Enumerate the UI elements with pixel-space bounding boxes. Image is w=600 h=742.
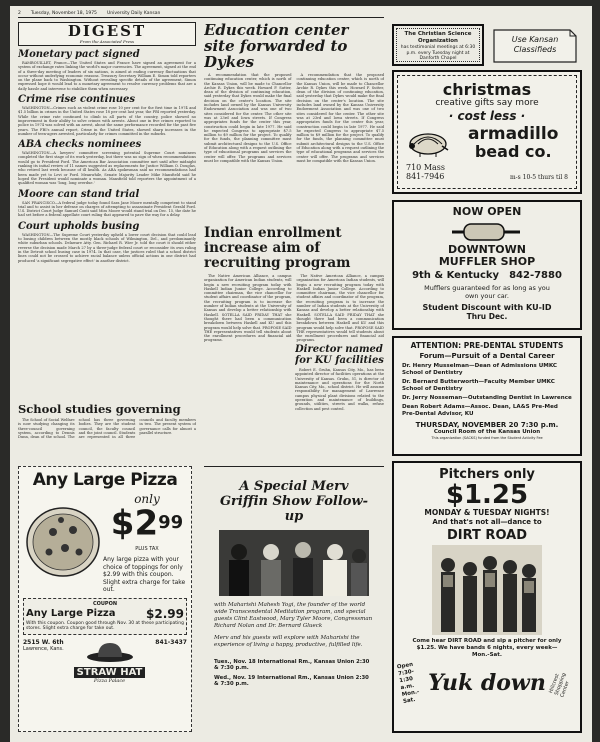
classifieds-ad [490, 26, 580, 66]
pitcher-tagline: And that's not all—dance to [432, 518, 542, 526]
digest-column [18, 22, 196, 402]
predental-speaker: Dr. Bernard Butterworth—Faculty Member UMKC School of Dentistry [402, 379, 555, 392]
armadillo-tagline: creative gifts say more [435, 98, 539, 108]
cs-text: has testimonial meetings at 6:30 p.m. every Tuesday night at Danforth Chapel [400, 45, 476, 61]
armadillo-ad [392, 70, 582, 194]
director-headline: Director named for KU facilities [295, 344, 384, 366]
indian-text: The Native American Alliance, a campus organization for American Indian students, will begin a new recruiting program today with Haskell Indian Junior College. According to committee chairman, the vice chancellor for student affairs and coordinator of the program, the recruiting program is to increase the number of Indian students at the University of Kansas and develop a better relationship with Haskell. SOTELLA SAID FRIDAY THAT she thought there had been a communication breakdown between Haskell and KU and this program would help solve that. PROPOSE SAID THE representatives would tell students about the enrollment procedures and financial aid programs. [204, 274, 292, 343]
muffler-discount-2: Thru Dec. [466, 312, 508, 321]
digest-story-text: WASHINGTON—A lawyers' committee screening potential Supreme Court nominees completed the first stage of its work yesterday, but there was no sign of when recommendations would go to President Ford. The American Bar Association committee met until after midnight ranking its initial review of 11 names suggested as replacements for Justice William O. Douglas, who retired last week because of ill health. As ABA spokesman said no recommendations had been made yet to Levi or Ford. Meanwhile, Senate Majority Leader Mike Mansfield said he hoped the President would nominate a woman. Mansfield told reporters the appointment of a qualified woman was 'long, long overdue.' [18, 151, 196, 186]
pizza-title: Any Large Pizza [32, 470, 178, 490]
pizza-coupon[interactable] [23, 598, 187, 635]
predental-speaker: Dr. Henry Musselman—Dean of Admissions UMKC School of Dentistry [402, 363, 558, 376]
page-number: 2 [18, 10, 21, 16]
school-study-text: The School of Social Welfare is now studying changing its three-council governing system, according to Dennis Dunn, dean of the school. The school has three governing bodies. They are the student council, the faculty council and the joint council. Students are represented in all three councils and faculty members in two. The present system of governance calls for almost a parallel structure. [18, 418, 196, 440]
classifieds-text: Use Kansan Classifieds [511, 35, 559, 54]
muffler-guarantee: Mufflers guaranteed for as long as you own your car. [424, 284, 550, 300]
predental-date: THURSDAY, NOVEMBER 20 7:30 p.m. [415, 421, 559, 429]
pizza-plus-tax: PLUS TAX [135, 546, 159, 553]
education-text: A recommendation that the proposed continuing education center, which is north of the Kansas Union, will be made to Chancellor Archie R. Dykes this week. Howard F. Sutter, dean of the division of continuing education, said yesterday that Dykes would make the final decision on the center's location. The site includes land owned by the Kansas University Endowment Association and was one of two sites considered for the center. The other site was at 23rd and Iowa streets. If Congress appropriates funds for the center this year, construction could begin in late 1977. He said he expected Congress to appropriate $7.5 million to $9 million for the project. To qualify for the funds, the planning committee must submit architectural designs to the U.S. Office of Education along with a request outlining the type of educational programs and services the center will offer. The programs and services must be compatible with the Kansas Union. [204, 73, 292, 163]
dirt-road-ad [392, 461, 582, 733]
digest-story-headline: Crime rise continues [18, 94, 135, 106]
pizza-address: 2515 W. 6th [23, 638, 64, 646]
muffler-line-2: MUFFLER SHOP [438, 255, 536, 268]
venue-hours: Open 7:30-1:30 a.m. Mon.-Sat. [396, 661, 420, 705]
armadillo-hours: m-s 10-5 thurs til 8 [509, 174, 568, 181]
predental-sponsor: This organization (SACKS) funded from the Student Activity Fee [431, 436, 543, 440]
coupon-label: COUPON [92, 600, 118, 607]
muffler-now-open: NOW OPEN [452, 205, 522, 218]
armadillo-phone: 841-7946 [406, 172, 445, 181]
predental-speakers [402, 363, 572, 418]
pitchers-only: Pitchers only [439, 467, 535, 482]
armadillo-name: armadillo [468, 124, 559, 144]
predental-forum: Forum—Pursuit of a Dental Career [419, 352, 555, 360]
predental-speaker: Dr. Jerry Nosseman—Outstanding Dentist in Lawrence [402, 395, 572, 401]
cs-title: The Christian Science Organization [404, 31, 472, 44]
digest-story-text: WASHINGTON—Crimes such as violent crime rose 10 per cent for the first time in 1974 and $1.5 billion in crimes in the United States rose 18 per cent last year, the FBI reported yesterday. While the crime rate continued to climb in all parts of the country, police showed no improvement in their ability to solve crimes with arrests. About one in five crimes reported to police in 1974 was solved with an arrest, about the same performance recorded for the past five years. The FBI's annual report, Crime in the United States, showed sharp increases in the number of teen-agers arrested, particularly for crimes committed in the suburbs. [18, 106, 196, 136]
predental-ad [392, 336, 582, 456]
digest-story-headline: Moore can stand trial [18, 188, 140, 200]
armadillo-address: 710 Mass [406, 163, 445, 172]
coupon-text: With this coupon. Coupon good through Nov. 30 at these participating stores. Slight extra charge for take out. [26, 620, 184, 632]
pizza-ad [18, 466, 192, 732]
merv-body-2: Merv and his guests will explore with Maharishi the experience of living a happy, productive, fulfilled life. [214, 635, 363, 648]
education-headline: Education center site forwarded to Dykes [204, 22, 349, 71]
venue-name: Yuk down [428, 670, 546, 696]
digest-story [18, 189, 196, 218]
school-study-headline: School studies governing [18, 403, 181, 416]
education-body [204, 73, 384, 222]
pizza-city: Lawrence, Kans. [23, 645, 64, 652]
director-article [295, 344, 384, 462]
muffler-phone: 842-7880 [509, 270, 562, 281]
band-name: DIRT ROAD [446, 528, 527, 543]
merv-body: with Maharishi Mahesh Yogi, the founder of the world wide Transcendental Meditation program, and special guests Clint Eastwood, Mary Tyler Moore, Congressman Richard Nolan and Dr. Bernard Glueck [214, 602, 373, 629]
muffler-address: 9th & Kentucky [412, 270, 500, 281]
page-header [18, 9, 384, 18]
merv-showtime-1: Tues., Nov. 18 International Rm., Kansas Union 2:30 & 7:30 p.m. [214, 659, 370, 671]
digest-subtitle: From the Associated Press [79, 39, 135, 44]
muffler-icon [452, 220, 522, 244]
merv-photo [219, 530, 369, 596]
digest-stories [18, 49, 196, 263]
pizza-brand-sub: Pizza Palace [93, 677, 126, 684]
education-article [204, 22, 384, 222]
digest-story-text: WASHINGTON—The Supreme Court yesterday upheld a lower court decision that could lead to busing children between the mostly black schools of Wilmington, Del., and predominantly white suburban schools. Delaware Atty. Gen. Richard R. Wier Jr. told the court it should either reverse the decision made March 27 by a three-judge federal court or reconsider its own ruling in the Detroit school busing case in 1974. In that case, the justices ruled that a school district lines could not be crossed to achieve racial balance unless official actions in one district had produced 'a significant segregative effect' in another district. [18, 232, 196, 263]
merv-griffin-ad [204, 466, 384, 732]
digest-story [18, 139, 196, 185]
straw-hat-logo [74, 641, 146, 684]
armadillo-name-2: bead co. [474, 142, 552, 161]
coupon-title: Any Large Pizza [26, 608, 116, 620]
pizza-body: Any large pizza with your choice of toppings for only $2.99 with this coupon. Slight extra charge for take out. [103, 556, 186, 594]
digest-title: DIGEST [67, 22, 147, 40]
pizza-illustration [23, 492, 103, 592]
director-text: Robert E. Gruhn, Kansas City, Mo., has been appointed director of facilities operations at the University of Kansas. Gruhn, 51, is director of maintenance and operations for the North Kansas City, Mo., school district. He will assume responsibility for management of Lawrence campus physical plant divisions related to the operation and maintenance of buildings, grounds, utilities, streets and walks, refuse collection and pest control. [295, 368, 384, 411]
venue-location: Hillcrest Shopping Center [548, 672, 571, 699]
pizza-price: $\$2^{99}$ [110, 503, 184, 544]
page-date: Tuesday, November 18, 1975 [30, 10, 97, 16]
armadillo-christmas: christmas [442, 80, 532, 99]
predental-place: Council Room of the Kansas Union [433, 429, 541, 435]
pizza-only: only [134, 492, 160, 506]
predental-attention: ATTENTION: PRE-DENTAL STUDENTS [410, 341, 564, 350]
digest-story [18, 221, 196, 263]
digest-banner [18, 22, 196, 46]
director-body [295, 368, 384, 411]
school-study-article [18, 403, 196, 463]
school-study-body [18, 418, 196, 461]
armadillo-tagline-2: · cost less · [448, 109, 526, 123]
digest-story-headline: Court upholds busing [18, 220, 140, 232]
paper-name: University Daily Kansan [106, 10, 161, 16]
band-photo [432, 545, 542, 635]
come-hear: Come hear DIRT ROAD and sip a pitcher for only $1.25. We have bands 6 nights, every week—Mon.-Sat. [412, 638, 562, 658]
muffler-line-1: DOWNTOWN [447, 243, 526, 256]
digest-story-headline: ABA checks nominees [18, 139, 142, 151]
digest-story-text: RAMBOUILLET, France—The United States and France have signed an agreement for a system of exchange rates linking the world's major currencies. The agreement, signed at the end of a three-day meeting of leaders of six nations, is aimed at ending currency fluctuations that occur without underlying economic reasons. Treasury Secretary William E. Simon told reporters on the plane back to Washington. Without revealing specific details of the agreement, Simon expressed hope it would lead to a monetary agreement to resolve currency problems that are a daily hassle and intervene to stabilize them when necessary. [18, 61, 196, 91]
muffler-discount: Student Discount with KU-ID [422, 303, 552, 312]
newspaper-page [10, 6, 592, 742]
digest-story-headline: Monetary pact signed [18, 49, 140, 60]
indian-text-cont: The Native American Alliance, a campus organization for American Indian students, will begin a new recruiting program today with Haskell Indian Junior College. According to committee chairman, the vice chancellor for student affairs and coordinator of the program, the recruiting program is to increase the number of Indian students at the University of Kansas and develop a better relationship with Haskell. SOTELLA SAID FRIDAY THAT she thought there had been a communication breakdown between Haskell and KU and this program would help solve that. PROPOSE SAID THE representatives would tell students about the enrollment procedures and financial aid programs. [296, 274, 384, 343]
pizza-brand: STRAW HAT [74, 667, 146, 678]
digest-story [18, 49, 196, 91]
pitcher-price: $1.25 [445, 480, 529, 510]
coupon-price: $2.99 [146, 606, 184, 621]
digest-story-text: SAN FRANCISCO—A federal judge today found Sara Jane Moore mentally competent to stand trial and to assist in her defense on charges of attempting to assassinate President Gerald Ford. U.S. District Court Judge Samuel Conti said Miss Moore would stand trial on Dec. 15, the date he had set before a federal appellate court ruling that appeared to pave the way for a delay. [18, 200, 196, 218]
muffler-ad [392, 200, 582, 330]
christian-science-ad [392, 24, 484, 66]
indian-headline: Indian enrollment increase aim of recruiting program [204, 226, 351, 271]
pizza-phone: 841-3437 [155, 638, 187, 646]
predental-speaker: Dean Robert Adams—Assoc. Dean, LA&S Pre-Med Pre-Dental Advisor, KU [402, 404, 558, 417]
merv-headline: A Special Merv Griffin Show Follow-up [219, 479, 369, 524]
pitcher-nights: MONDAY & TUESDAY NIGHTS! [424, 508, 550, 517]
digest-story [18, 94, 196, 136]
education-text-cont: A recommendation that the proposed continuing education center, which is north of the Kansas Union, will be made to Chancellor Archie R. Dykes this week. Howard F. Sutter, dean of the division of continuing education, said yesterday that Dykes would make the final decision on the center's location. The site includes land owned by the Kansas University Endowment Association and was one of two sites considered for the center. The other site was at 23rd and Iowa streets. If Congress appropriates funds for the center this year, construction could begin in late 1977. He said he expected Congress to appropriate $7.5 million to $9 million for the project. To qualify for the funds, the planning committee must submit architectural designs to the U.S. Office of Education along with a request outlining the type of educational programs and services the center will offer. The programs and services must be compatible with the Kansas Union. [296, 73, 384, 163]
merv-showtime-2: Wed., Nov. 19 International Rm., Kansas Union 2:30 & 7:30 p.m. [214, 675, 369, 687]
